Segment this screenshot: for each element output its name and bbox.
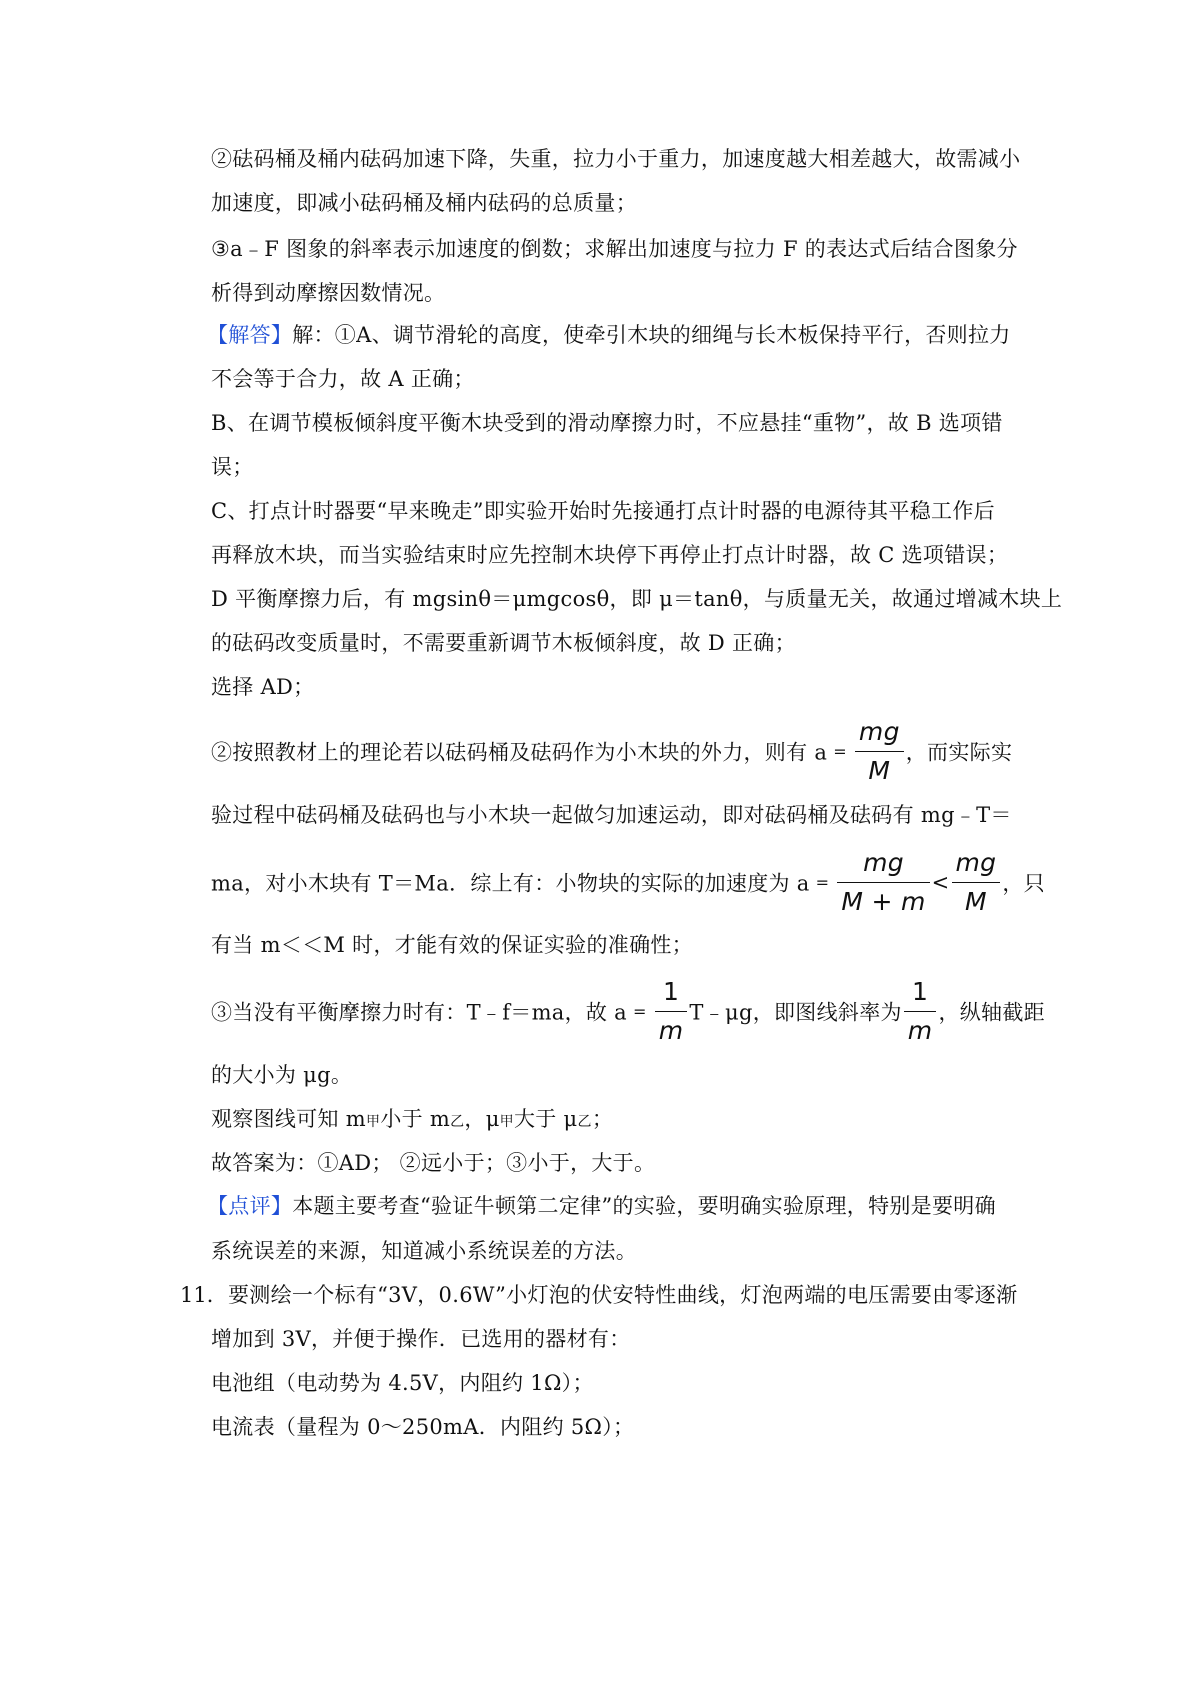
fraction-1-over-m [904, 973, 937, 1050]
text-line: B、在调节模板倾斜度平衡木块受到的滑动摩擦力时，不应悬挂“重物”，故 B 选项错 [211, 411, 1003, 435]
text-segment: ，μ [464, 1107, 500, 1131]
text-line: 增加到 3V，并便于操作．已选用的器材有： [211, 1327, 631, 1351]
text-line: 电池组（电动势为 4.5V，内阻约 1Ω）； [211, 1371, 594, 1395]
fraction-denominator: M [965, 887, 987, 916]
text-line-with-fraction [211, 973, 1045, 1050]
question-number: 11． [180, 1283, 228, 1307]
text-line-with-fraction [211, 713, 1012, 790]
equals-sign: = [815, 873, 830, 892]
fraction-mg-over-M [855, 713, 904, 790]
text-line: 电流表（量程为 0～250mA．内阻约 5Ω）； [211, 1415, 635, 1439]
subscript: 乙 [450, 1114, 465, 1130]
fraction-denominator: m [658, 1016, 684, 1045]
text-line: 再释放木块，而当实验结束时应先控制木块停下再停止打点计时器，故 C 选项错误； [211, 543, 1009, 567]
answer-text: 解：①A、调节滑轮的高度，使牵引木块的细绳与长木板保持平行，否则拉力 [292, 323, 1011, 347]
text-segment: 大于 μ [513, 1107, 578, 1131]
text-line: 加速度，即减小砝码桶及桶内砝码的总质量； [211, 191, 637, 215]
fraction-denominator: m [907, 1016, 933, 1045]
question-text: 要测绘一个标有“3V，0.6W”小灯泡的伏安特性曲线，灯泡两端的电压需要由零逐渐 [228, 1283, 1018, 1307]
text-segment: ； [591, 1107, 614, 1131]
text-line: 选择 AD； [211, 675, 315, 699]
text-line: 的砝码改变质量时，不需要重新调节木板倾斜度，故 D 正确； [211, 631, 796, 655]
comment-line [207, 1190, 996, 1220]
text-line-with-subscripts [211, 1103, 613, 1133]
subscript: 甲 [499, 1114, 514, 1130]
text-line: ②砝码桶及桶内砝码加速下降，失重，拉力小于重力，加速度越大相差越大，故需减小 [211, 147, 1021, 171]
text-line: 析得到动摩擦因数情况。 [211, 281, 446, 305]
less-than-sign: < [931, 870, 950, 895]
text-line-with-fraction [211, 844, 1045, 921]
subscript: 甲 [366, 1114, 381, 1130]
subscript: 乙 [577, 1114, 592, 1130]
text-segment: ②按照教材上的理论若以砝码桶及砝码作为小木块的外力，则有 a [211, 740, 828, 765]
text-segment: T﹣μg，即图线斜率为 [689, 1000, 902, 1025]
text-line: D 平衡摩擦力后，有 mgsinθ＝μmgcosθ，即 μ＝tanθ，与质量无关，故通过增减木块上 [211, 587, 1063, 611]
fraction-numerator: mg [837, 844, 929, 883]
fraction-1-over-m [655, 973, 688, 1050]
text-line: 的大小为 μg。 [211, 1063, 353, 1087]
comment-text: 本题主要考查“验证牛顿第二定律”的实验，要明确实验原理，特别是要明确 [292, 1194, 996, 1218]
fraction-numerator: mg [855, 713, 904, 752]
text-segment: ma，对小木块有 T＝Ma．综上有：小物块的实际的加速度为 a [211, 871, 810, 896]
fraction-numerator: mg [952, 844, 1001, 883]
fraction-numerator: 1 [904, 973, 937, 1012]
text-line: 不会等于合力，故 A 正确； [211, 367, 475, 391]
answer-line [207, 319, 1011, 349]
text-line: 验过程中砝码桶及砝码也与小木块一起做匀加速运动，即对砝码桶及砝码有 mg﹣T＝ [211, 803, 1012, 827]
text-line: 有当 m＜＜M 时，才能有效的保证实验的准确性； [211, 933, 693, 957]
text-segment: ③当没有平衡摩擦力时有：T﹣f＝ma，故 a [211, 1000, 628, 1025]
text-segment: ，而实际实 [905, 740, 1013, 765]
equals-sign: = [633, 1002, 647, 1021]
answer-tag: 【解答】 [207, 323, 293, 347]
text-line: 故答案为：①AD； ②远小于；③小于，大于。 [211, 1151, 656, 1175]
text-segment: 观察图线可知 m [211, 1107, 366, 1131]
text-line: C、打点计时器要“早来晚走”即实验开始时先接通打点计时器的电源待其平稳工作后 [211, 499, 995, 523]
text-segment: ，只 [1002, 871, 1045, 896]
fraction-mg-over-M-plus-m [837, 844, 929, 921]
fraction-numerator: 1 [655, 973, 688, 1012]
text-segment: 小于 m [380, 1107, 451, 1131]
fraction-mg-over-M [952, 844, 1001, 921]
text-line: ③a﹣F 图象的斜率表示加速度的倒数；求解出加速度与拉力 F 的表达式后结合图象分 [211, 237, 1018, 261]
text-segment: ，纵轴截距 [938, 1000, 1045, 1025]
fraction-denominator: M [868, 756, 891, 785]
comment-tag: 【点评】 [207, 1194, 293, 1218]
text-line: 系统误差的来源，知道减小系统误差的方法。 [211, 1239, 637, 1263]
equals-sign: = [833, 742, 847, 761]
fraction-denominator: M + m [841, 887, 926, 916]
text-line: 误； [211, 455, 254, 479]
